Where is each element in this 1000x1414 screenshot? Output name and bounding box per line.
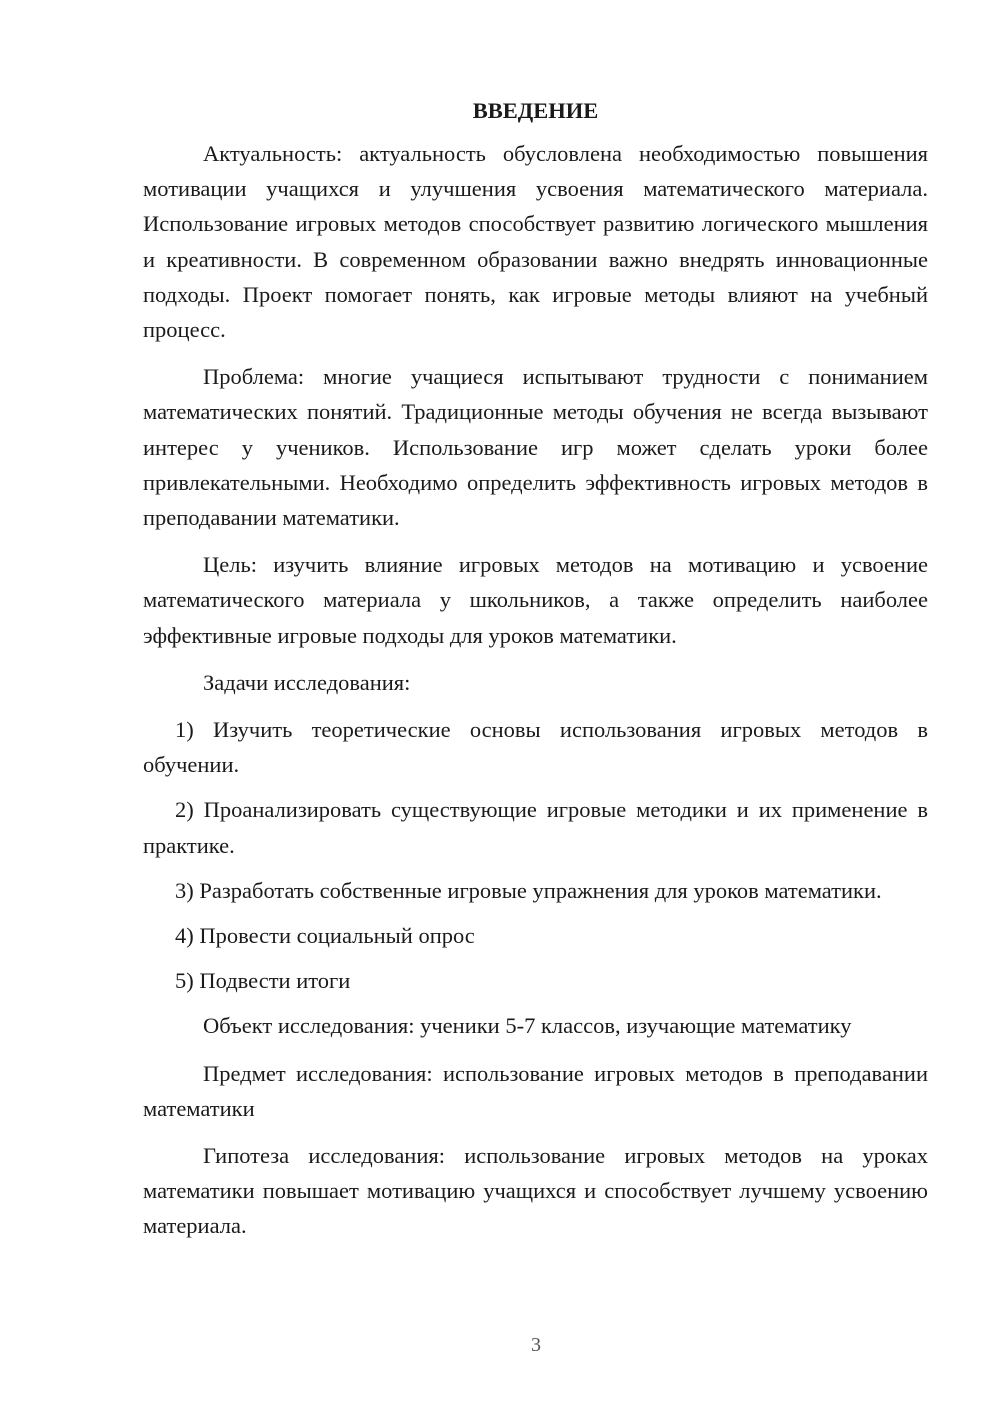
page-number: 3 [531, 1334, 541, 1356]
problem-paragraph: Проблема: многие учащиеся испытывают трудности с пониманием математических понятий. Традиционные методы обучения не всегда вызывают интерес у учеников. Использование игр может сделать уроки более привлекательными. Необходимо определить эффективность игровых методов в преподавании математики. [143, 364, 928, 531]
goal-paragraph: Цель: изучить влияние игровых методов на мотивацию и усвоение математического материала у школьников, а также определить наиболее эффективные игровые подходы для уроков математики. [143, 552, 928, 648]
object-paragraph: Объект исследования: ученики 5-7 классов, изучающие математику [203, 1013, 852, 1039]
tasks-heading: Задачи исследования: [203, 669, 411, 695]
task-item: 4) Провести социальный опрос [175, 923, 475, 949]
hypothesis-paragraph: Гипотеза исследования: использование игровых методов на уроках математики повышает мотивацию учащихся и способствует лучшему усвоению материала. [143, 1143, 928, 1239]
task-item: 1) Изучить теоретические основы использования игровых методов в обучении. [143, 717, 928, 778]
task-item: 5) Подвести итоги [175, 968, 351, 994]
relevance-paragraph: Актуальность: актуальность обусловлена необходимостью повышения мотивации учащихся и улучшения усвоения математического материала. Использование игровых методов способствует развитию логического мышления и креативности. В современном образовании важно внедрять инновационные подходы. Проект помогает понять, как игровые методы влияют на учебный процесс. [143, 141, 928, 343]
page-content [143, 96, 928, 1256]
section-title: ВВЕДЕНИЕ [472, 98, 599, 123]
task-item: 3) Разработать собственные игровые упражнения для уроков математики. [175, 877, 882, 903]
task-item: 2) Проанализировать существующие игровые методики и их применение в практике. [143, 797, 928, 858]
subject-paragraph: Предмет исследования: использование игровых методов в преподавании математики [143, 1060, 928, 1121]
